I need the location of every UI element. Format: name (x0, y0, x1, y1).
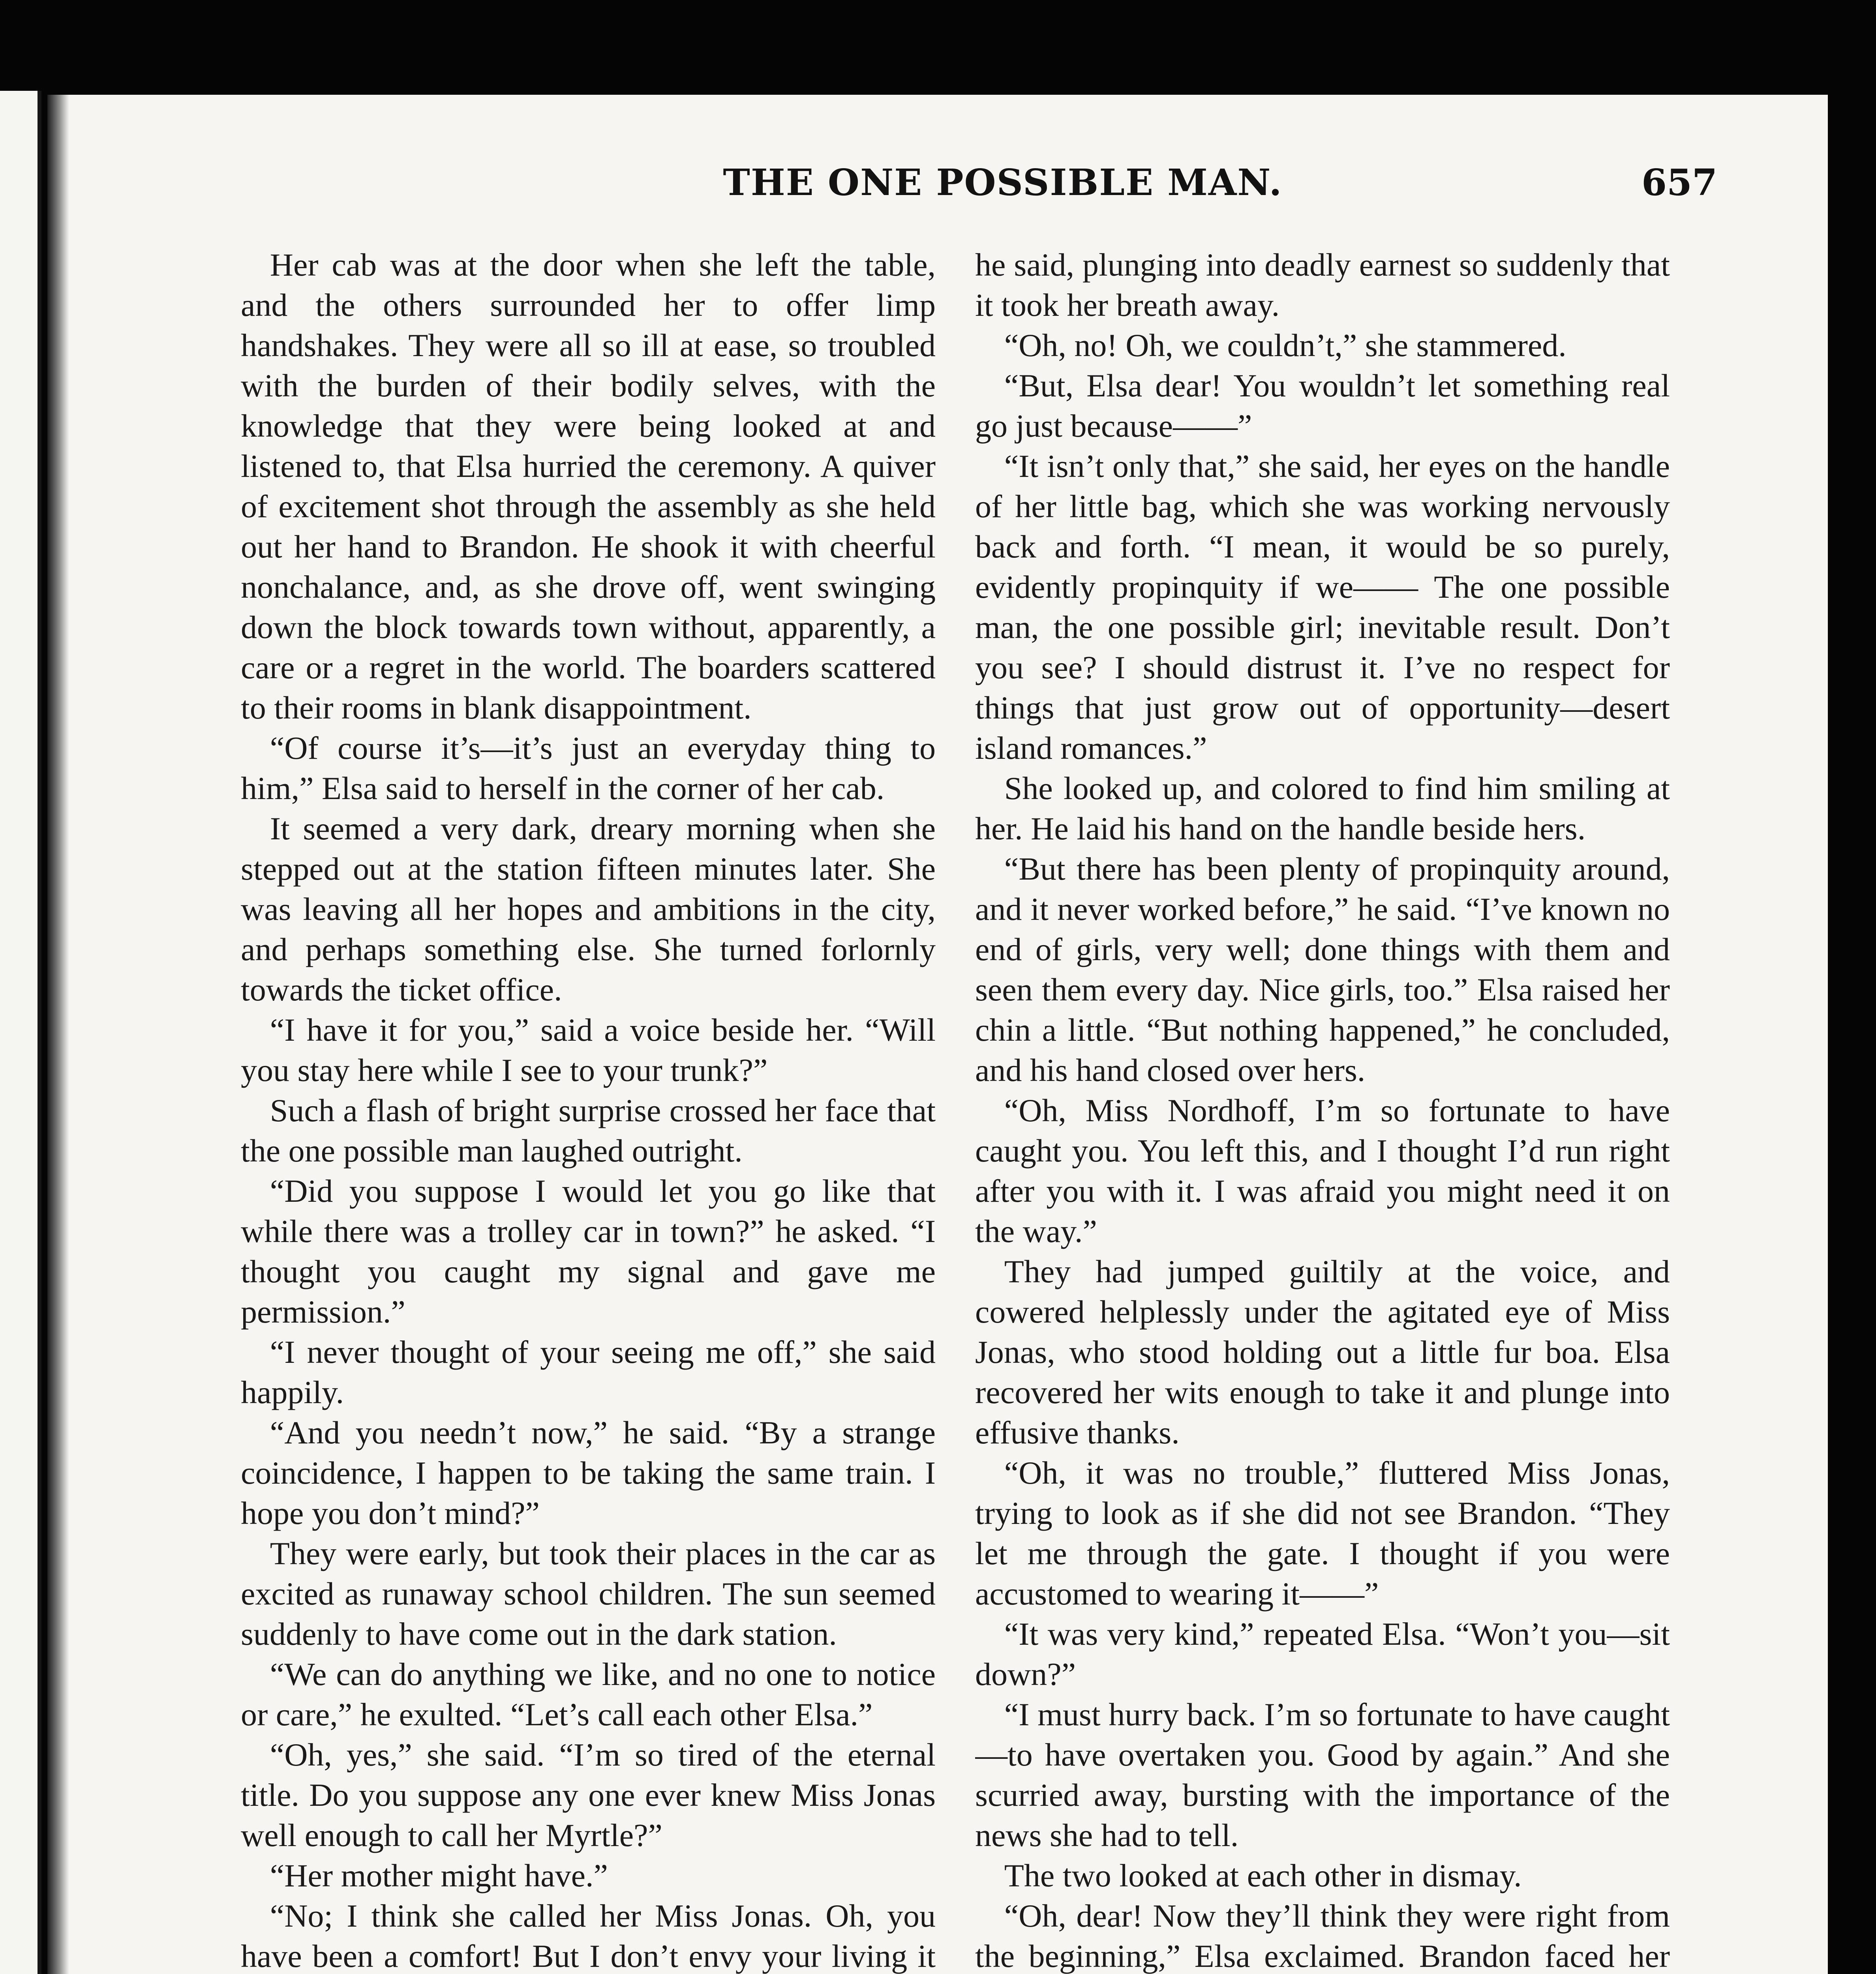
paragraph: They had jumped guiltily at the voice, and cowered helplessly under the agitated eye of Miss Jonas, who stood holding out a little fur boa. Elsa recovered her wits enough to take it and plunge into effusive thanks. (975, 1253, 1670, 1450)
page-number: 657 (1641, 161, 1717, 204)
adjacent-page-edge (0, 91, 41, 1974)
paragraph: “And you needn’t now,” he said. “By a strange coincidence, I happen to be taking the same train. I hope you don’t mind?” (241, 1415, 936, 1531)
paragraph: “It isn’t only that,” she said, her eyes on the handle of her little bag, which she was working nervously back and forth. “I mean, it would be so purely, evidently propinquity if we—— The one possible man, the one possible girl; inevitable result. Don’t you see? I should distrust it. I’ve no respect for things that just grow out of opportunity—desert island romances.” (975, 448, 1670, 766)
paragraph: “It was very kind,” repeated Elsa. “Won’t you—sit down?” (975, 1616, 1670, 1692)
paragraph-continued: he said, plunging into deadly earnest so suddenly that it took her breath away. (975, 247, 1670, 323)
paragraph: “I never thought of your seeing me off,” she said happily. (241, 1334, 936, 1410)
running-title: THE ONE POSSIBLE MAN. (723, 161, 1283, 204)
paragraph: “But there has been plenty of propinquity around, and it never worked before,” he said. “I’ve known no end of girls, very well; done things with them and seen them every day. Nice girls, too.” Elsa raised her chin a little. “But nothing happened,” he concluded, and his hand closed over hers. (975, 851, 1670, 1088)
paragraph: “Oh, it was no trouble,” fluttered Miss Jonas, trying to look as if she did not see Brandon. “They let me through the gate. I thought if you were accustomed to wearing it——” (975, 1455, 1670, 1612)
paragraph: They were early, but took their places in the car as excited as runaway school children. The sun seemed suddenly to have come out in the dark station. (241, 1535, 936, 1652)
paragraph: “Of course it’s—it’s just an everyday thing to him,” Elsa said to herself in the corner of her cab. (241, 730, 936, 806)
paragraph: “Did you suppose I would let you go like that while there was a trolley car in town?” he asked. “I thought you caught my signal and gave me permission.” (241, 1173, 936, 1330)
paragraph: “But, Elsa dear! You wouldn’t let something real go just because——” (975, 368, 1670, 444)
paragraph: “I have it for you,” said a voice beside her. “Will you stay here while I see to your trunk?” (241, 1012, 936, 1088)
paragraph: “Oh, no! Oh, we couldn’t,” she stammered. (1004, 327, 1566, 363)
paragraph: “Her mother might have.” (270, 1858, 608, 1893)
right-column (975, 245, 1670, 1974)
paragraph: “I must hurry back. I’m so fortunate to have caught—to have overtaken you. Good by again.” And she scurried away, bursting with the importance of the news she had to tell. (975, 1696, 1670, 1853)
paragraph: “Oh, yes,” she said. “I’m so tired of the eternal title. Do you suppose any one ever knew Miss Jonas well enough to call her Myrtle?” (241, 1737, 936, 1853)
paragraph: It seemed a very dark, dreary morning when she stepped out at the station fifteen minutes later. She was leaving all her hopes and ambitions in the city, and perhaps something else. She turned forlornly towards the ticket office. (241, 811, 936, 1008)
paragraph: She looked up, and colored to find him smiling at her. He laid his hand on the handle beside hers. (975, 770, 1670, 846)
paragraph: “Oh, Miss Nordhoff, I’m so fortunate to have caught you. You left this, and I thought I’d run right after you with it. I was afraid you might need it on the way.” (975, 1092, 1670, 1249)
paragraph: Such a flash of bright surprise crossed her face that the one possible man laughed outright. (241, 1092, 936, 1169)
paragraph: “No; I think she called her Miss Jonas. Oh, you have been a comfort! But I don’t envy your living it (241, 1898, 936, 1974)
paragraph: “Oh, dear! Now they’ll think they were right from the beginning,” Elsa exclaimed. Brandon faced her (975, 1898, 1670, 1974)
magazine-page (47, 95, 1828, 1974)
left-column (241, 245, 936, 1974)
paragraph: “We can do anything we like, and no one to notice or care,” he exulted. “Let’s call each other Elsa.” (241, 1656, 936, 1732)
paragraph: The two looked at each other in dismay. (1004, 1858, 1522, 1893)
paragraph: Her cab was at the door when she left the table, and the others surrounded her to offer limp handshakes. They were all so ill at ease, so troubled with the burden of their bodily selves, with the knowledge that they were being looked at and listened to, that Elsa hurried the ceremony. A quiver of excitement shot through the assembly as she held out her hand to Brandon. He shook it with cheerful nonchalance, and, as she drove off, went swinging down the block towards town without, apparently, a care or a regret in the world. The boarders scattered to their rooms in blank disappointment. (241, 247, 936, 726)
